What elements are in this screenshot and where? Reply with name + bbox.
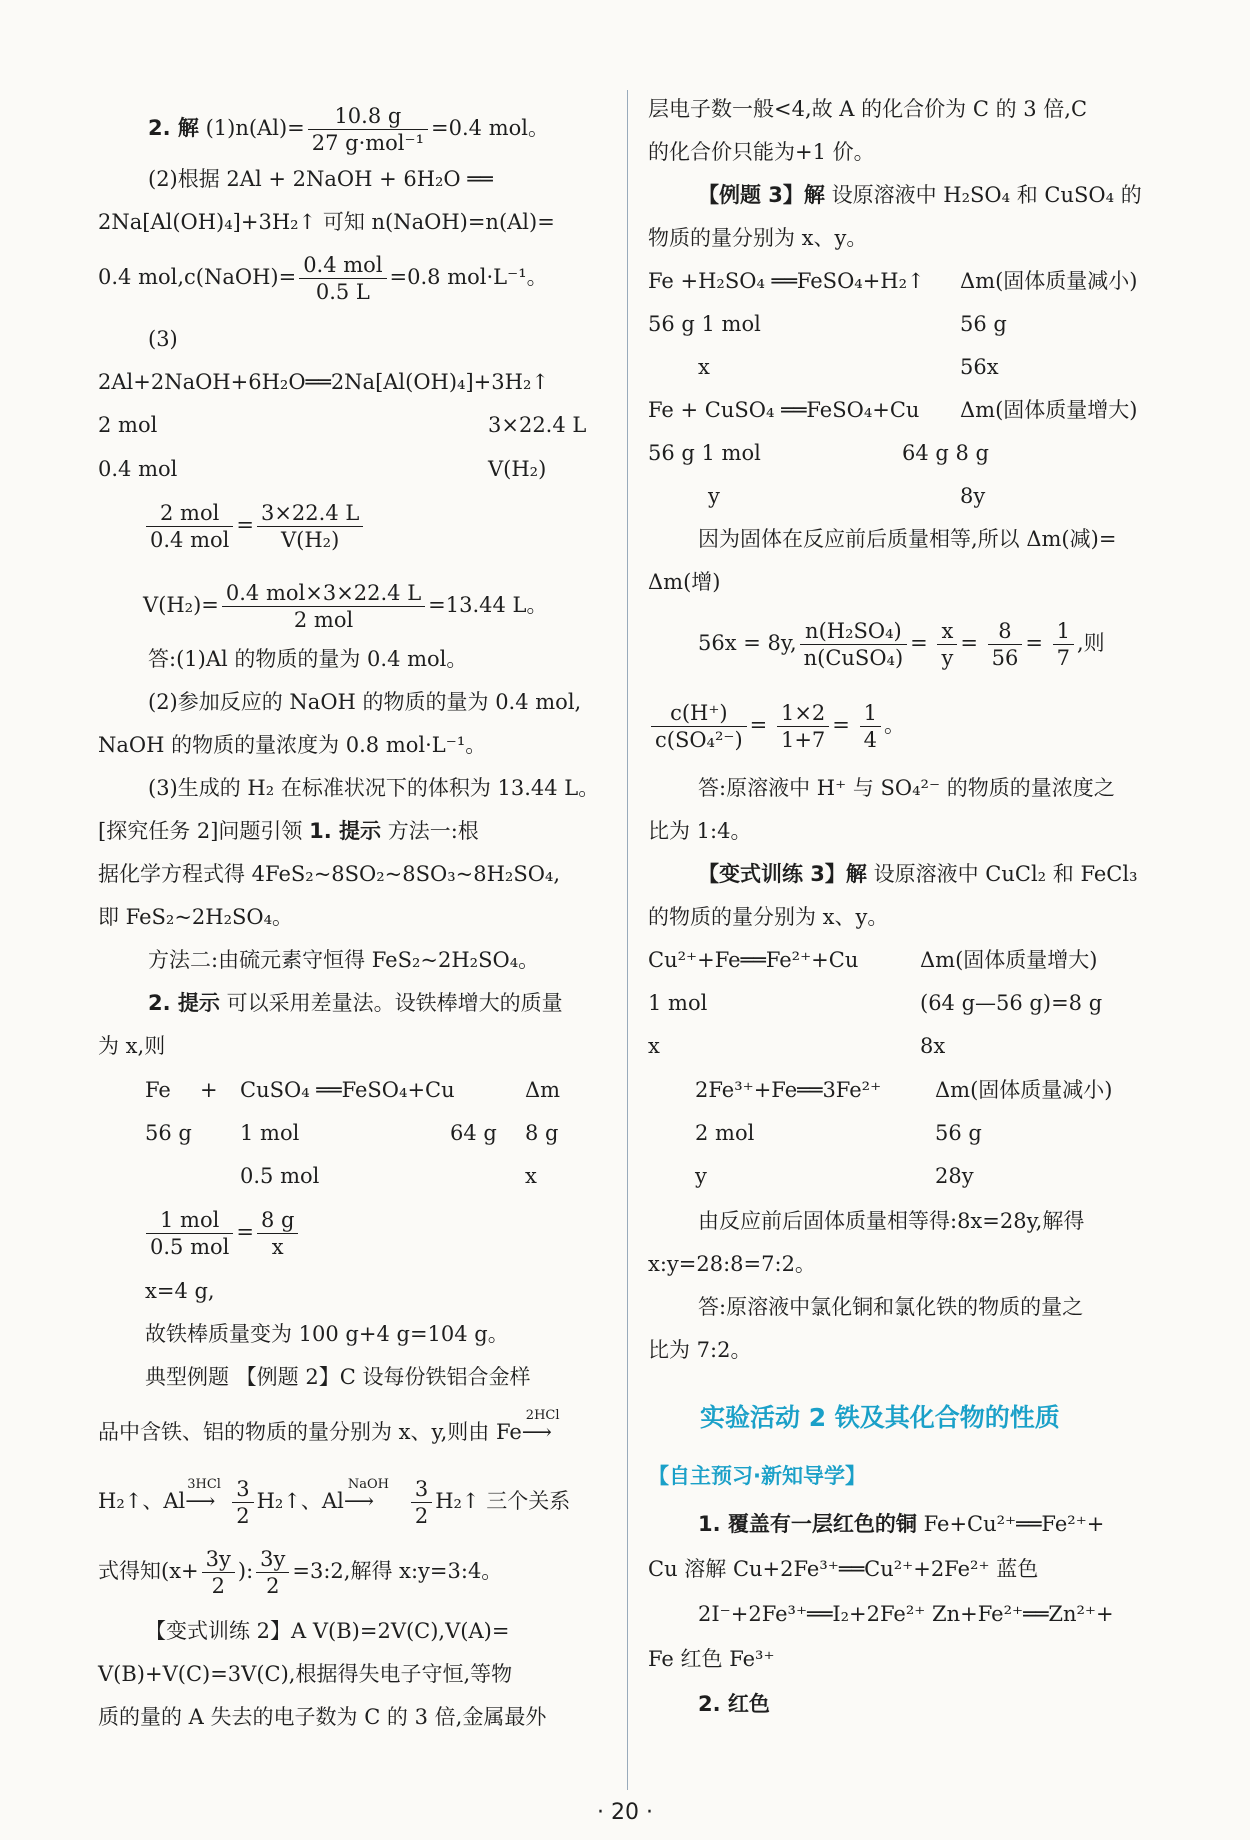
text: 方法一:根	[387, 819, 479, 843]
text-line: x	[648, 1034, 660, 1058]
denominator: 2 mol	[293, 608, 354, 632]
text-line: Δm(固体质量增大)	[920, 948, 1098, 972]
equals: =	[236, 513, 254, 537]
numerator: n(H₂SO₄)	[800, 618, 908, 645]
equals: =	[910, 631, 935, 655]
text-line: 28y	[935, 1164, 974, 1188]
proportion	[143, 1207, 301, 1260]
text-line: 层电子数一般<4,故 A 的化合价为 C 的 3 倍,C	[648, 97, 1088, 121]
page-number: · 20 ·	[597, 1800, 653, 1825]
fraction	[308, 103, 428, 156]
text: ,则	[1076, 631, 1105, 655]
arrow-label: 2HCl	[525, 1408, 560, 1423]
numerator: 0.4 mol×3×22.4 L	[222, 580, 425, 607]
numerator: 2 mol	[146, 500, 233, 527]
text-line: Δm(固体质量减小)	[960, 269, 1138, 293]
table-cell: Fe	[145, 1078, 171, 1102]
text: 设原溶液中 CuCl₂ 和 FeCl₃	[873, 862, 1138, 886]
reaction-arrow: NaOH ⟶	[344, 1487, 408, 1515]
text-line: 56x	[960, 355, 999, 379]
example-label: 【例题 3】解	[698, 183, 825, 207]
numerator: 8 g	[257, 1207, 298, 1234]
text: =13.44 L。	[428, 593, 548, 617]
text-line: (2)参加反应的 NaOH 的物质的量为 0.4 mol,	[148, 690, 582, 714]
text: [探究任务 2]问题引领	[98, 819, 303, 843]
equals: =	[832, 713, 857, 737]
text-line: 【变式训练 2】A V(B)=2V(C),V(A)=	[145, 1619, 510, 1643]
text-line: 故铁棒质量变为 100 g+4 g=104 g。	[145, 1322, 509, 1346]
denominator: 0.4 mol	[150, 528, 230, 552]
equals: =	[236, 1220, 254, 1244]
text-line: 比为 1:4。	[648, 819, 752, 843]
numerator: 8	[988, 618, 1023, 645]
denominator: 27 g·mol⁻¹	[311, 131, 425, 155]
text: 。	[883, 713, 905, 737]
text-line: 为 x,则	[98, 1034, 166, 1058]
text-line: 2 mol	[98, 413, 158, 437]
denominator: 1+7	[780, 728, 826, 752]
text-line: 8x	[920, 1034, 946, 1058]
table-cell: 56 g	[145, 1121, 192, 1145]
fraction	[257, 1207, 298, 1260]
section-tag: 【自主预习·新知导学】	[648, 1464, 866, 1488]
fraction	[257, 500, 363, 553]
numerator: 10.8 g	[308, 103, 428, 130]
text-line: 即 FeS₂~2H₂SO₄。	[98, 905, 294, 929]
problem-label: 2. 解	[148, 116, 199, 140]
text-line	[648, 700, 905, 753]
text: H₂↑、Al	[98, 1489, 186, 1513]
column-divider	[627, 90, 628, 1790]
denominator: y	[941, 646, 954, 670]
text-line	[143, 580, 548, 633]
text-line: (3)生成的 H₂ 在标准状况下的体积为 13.44 L。	[148, 776, 600, 800]
text: 设原溶液中 H₂SO₄ 和 CuSO₄ 的	[831, 183, 1142, 207]
text-line: x:y=28:8=7:2。	[648, 1252, 816, 1276]
text-line: Cu 溶解 Cu+2Fe³⁺══Cu²⁺+2Fe²⁺ 蓝色	[648, 1557, 1039, 1581]
table-cell: 0.5 mol	[240, 1164, 320, 1188]
numerator: 0.4 mol	[299, 252, 386, 279]
text: =0.4 mol。	[431, 116, 549, 140]
denominator: 2	[236, 1504, 250, 1528]
fraction	[146, 500, 233, 553]
denominator: n(CuSO₄)	[803, 646, 904, 670]
text-line: 2. 红色	[698, 1692, 770, 1716]
denominator: 2	[414, 1504, 429, 1528]
text-line: 56 g	[960, 312, 1007, 336]
denominator: x	[271, 1235, 284, 1259]
fraction	[937, 618, 957, 671]
numerator: 3y	[202, 1546, 235, 1573]
fraction	[256, 1546, 289, 1599]
text: =0.8 mol·L⁻¹。	[389, 265, 548, 289]
denominator: V(H₂)	[280, 528, 340, 552]
text-line: Fe 红色 Fe³⁺	[648, 1647, 775, 1671]
numerator: 3	[411, 1476, 432, 1503]
text-line: (64 g—56 g)=8 g	[920, 991, 1103, 1015]
text-line: 8y	[960, 484, 986, 508]
text: H₂↑、Al	[256, 1489, 344, 1513]
text-line: 典型例题 【例题 2】C 设每份铁铝合金样	[145, 1365, 531, 1389]
text: Fe+Cu²⁺══Fe²⁺+	[923, 1512, 1105, 1536]
text-line: 3×22.4 L	[488, 413, 587, 437]
text-line: 比为 7:2。	[648, 1338, 752, 1362]
text-line: 64 g 8 g	[902, 441, 989, 465]
text-line: 由反应前后固体质量相等得:8x=28y,解得	[698, 1209, 1085, 1233]
text-line: (2)根据 2Al + 2NaOH + 6H₂O ══	[148, 167, 493, 191]
text-line: x=4 g,	[145, 1279, 215, 1303]
proportion	[143, 500, 366, 553]
text-line	[698, 618, 1105, 671]
text-line: 2I⁻+2Fe³⁺══I₂+2Fe²⁺ Zn+Fe²⁺══Zn²⁺+	[698, 1602, 1114, 1626]
table-cell: +	[200, 1078, 218, 1102]
text-line	[98, 252, 548, 305]
fraction	[222, 580, 425, 633]
denominator: 4	[863, 728, 877, 752]
table-cell: x	[525, 1164, 537, 1188]
text-line	[698, 860, 1138, 888]
denominator: 0.5 mol	[150, 1235, 230, 1259]
text-line: Δm(增)	[648, 570, 721, 594]
text-line: 质的量的 A 失去的电子数为 C 的 3 倍,金属最外	[98, 1705, 547, 1729]
fraction	[146, 1207, 233, 1260]
text: 56x = 8y,	[698, 631, 797, 655]
text-line	[98, 1476, 570, 1529]
denominator: 2	[266, 1574, 280, 1598]
text-line	[98, 1408, 574, 1446]
text: V(H₂)=	[143, 593, 219, 617]
text-line: 答:原溶液中 H⁺ 与 SO₄²⁻ 的物质的量浓度之	[698, 776, 1115, 800]
reaction-arrow: 2HCl ⟶	[522, 1418, 574, 1446]
numerator: x	[937, 618, 957, 645]
numerator: 1	[860, 700, 881, 727]
hint-label: 1. 提示	[309, 819, 382, 843]
text-line: y	[695, 1164, 707, 1188]
table-cell: 1 mol	[240, 1121, 300, 1145]
hint-label: 2. 提示	[148, 991, 220, 1015]
equation: 2Al+2NaOH+6H₂O══2Na[Al(OH)₄]+3H₂↑	[98, 370, 549, 394]
text-line: 答:原溶液中氯化铜和氯化铁的物质的量之	[698, 1295, 1084, 1319]
arrow-label: 3HCl	[187, 1477, 221, 1492]
numerator: 1 mol	[146, 1207, 233, 1234]
text-line: 物质的量分别为 x、y。	[648, 226, 868, 250]
numerator: c(H⁺)	[651, 700, 747, 727]
text-line	[98, 1546, 502, 1599]
text-line: 56 g 1 mol	[648, 441, 761, 465]
table-cell: CuSO₄ ══FeSO₄+Cu	[240, 1078, 455, 1102]
text-line: 的物质的量分别为 x、y。	[648, 905, 889, 929]
text-line	[698, 1510, 1104, 1538]
text: ):	[237, 1559, 254, 1583]
text-line: x	[698, 355, 710, 379]
text-line: 因为固体在反应前后质量相等,所以 Δm(减)=	[698, 527, 1117, 551]
text-line: V(H₂)	[488, 457, 547, 481]
text: H₂↑ 三个关系	[435, 1489, 571, 1513]
text-line: Δm(固体质量减小)	[935, 1078, 1113, 1102]
table-cell: 8 g	[525, 1121, 559, 1145]
table-cell: Δm	[525, 1078, 561, 1102]
text-line: 2 mol	[695, 1121, 755, 1145]
text-line: (3)	[148, 327, 178, 351]
text: 可以采用差量法。设铁棒增大的质量	[226, 991, 563, 1015]
text-line: Δm(固体质量增大)	[960, 398, 1138, 422]
text-line: 的化合价只能为+1 价。	[648, 140, 875, 164]
exercise-label: 【变式训练 3】解	[698, 862, 867, 886]
text-line	[698, 181, 1142, 209]
equals: =	[960, 631, 985, 655]
denominator: 7	[1056, 646, 1070, 670]
text-line: 方法二:由硫元素守恒得 FeS₂~2H₂SO₄。	[148, 948, 540, 972]
equals: =	[1025, 631, 1050, 655]
equation: 2Fe³⁺+Fe══3Fe²⁺	[695, 1078, 882, 1102]
text: (1)n(Al)=	[205, 116, 305, 140]
equation: Fe + CuSO₄ ══FeSO₄+Cu	[648, 398, 920, 422]
answer-text: 1. 覆盖有一层红色的铜	[698, 1512, 917, 1536]
fraction	[299, 252, 386, 305]
text: 式得知(x+	[98, 1559, 199, 1583]
denominator: c(SO₄²⁻)	[655, 728, 743, 752]
equation: Cu²⁺+Fe══Fe²⁺+Cu	[648, 948, 859, 972]
text-line: 56 g	[935, 1121, 982, 1145]
numerator: 3	[232, 1476, 253, 1503]
text-line: V(B)+V(C)=3V(C),根据得失电子守恒,等物	[98, 1662, 513, 1686]
text: =3:2,解得 x:y=3:4。	[292, 1559, 503, 1583]
fraction	[651, 700, 747, 753]
fraction	[1053, 618, 1074, 671]
text-line: 0.4 mol	[98, 457, 178, 481]
text-line: 据化学方程式得 4FeS₂~8SO₂~8SO₃~8H₂SO₄,	[98, 862, 561, 886]
text-line	[148, 989, 563, 1017]
text-line: 1 mol	[648, 991, 708, 1015]
text-line: 答:(1)Al 的物质的量为 0.4 mol。	[148, 647, 468, 671]
reaction-arrow: 3HCl ⟶	[185, 1487, 229, 1515]
equals: =	[749, 713, 774, 737]
fraction	[860, 700, 881, 753]
text-line: y	[708, 484, 720, 508]
table-cell: 64 g	[450, 1121, 497, 1145]
text: 品中含铁、铝的物质的量分别为 x、y,则由 Fe	[98, 1420, 522, 1444]
fraction	[988, 618, 1023, 671]
fraction	[232, 1476, 253, 1529]
denominator: 2	[211, 1574, 225, 1598]
numerator: 3y	[256, 1546, 289, 1573]
fraction	[202, 1546, 235, 1599]
denominator: 0.5 L	[315, 280, 370, 304]
numerator: 1×2	[777, 700, 829, 727]
denominator: 56	[991, 646, 1019, 670]
text-line: 56 g 1 mol	[648, 312, 761, 336]
section-title: 实验活动 2 铁及其化合物的性质	[700, 1403, 1060, 1432]
equation: Fe +H₂SO₄ ══FeSO₄+H₂↑	[648, 269, 925, 293]
numerator: 3×22.4 L	[257, 500, 363, 527]
fraction	[800, 618, 908, 671]
fraction	[411, 1476, 432, 1529]
fraction	[777, 700, 829, 753]
text-line	[98, 817, 479, 845]
text-line: NaOH 的物质的量浓度为 0.8 mol·L⁻¹。	[98, 733, 487, 757]
text: 0.4 mol,c(NaOH)=	[98, 265, 297, 289]
numerator: 1	[1053, 618, 1074, 645]
text-line: 2Na[Al(OH)₄]+3H₂↑ 可知 n(NaOH)=n(Al)=	[98, 210, 555, 234]
arrow-label: NaOH	[347, 1477, 389, 1492]
problem-2-line-1	[148, 103, 549, 156]
